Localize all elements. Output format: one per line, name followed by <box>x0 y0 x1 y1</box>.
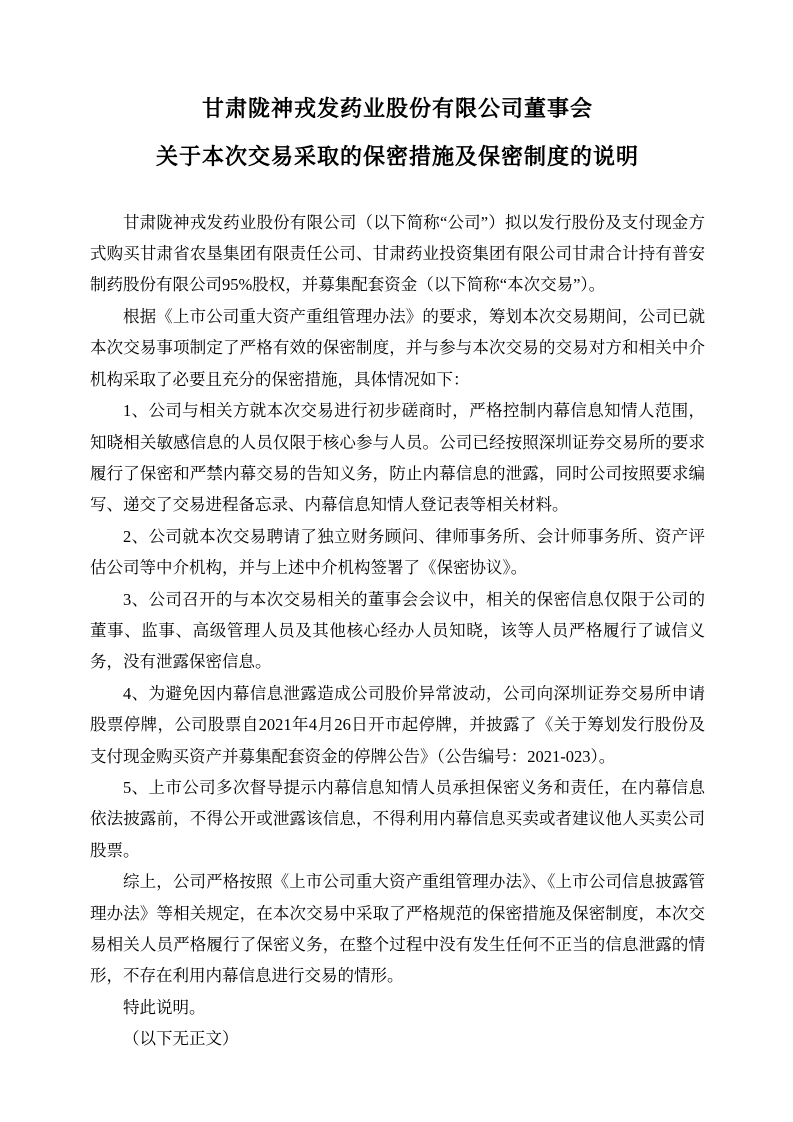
paragraph-basis: 根据《上市公司重大资产重组管理办法》的要求，筹划本次交易期间，公司已就本次交易事项制定了严格有效的保密制度，并与参与本次交易的交易对方和相关中介机构采取了必要且充分的保密措施，具体情况如下： <box>90 306 705 389</box>
paragraph-intro: 甘肃陇神戎发药业股份有限公司（以下简称“公司”）拟以发行股份及支付现金方式购买甘肃省农垦集团有限责任公司、甘肃药业投资集团有限公司甘肃合计持有普安制药股份有限公司95%股权，并募集配套资金（以下简称“本次交易”）。 <box>90 212 705 295</box>
paragraph-closing: 特此说明。 <box>123 997 206 1017</box>
document-body <box>90 207 705 1055</box>
document-title-line2: 关于本次交易采取的保密措施及保密制度的说明 <box>155 143 639 169</box>
document-title-line1: 甘肃陇神戎发药业股份有限公司董事会 <box>201 96 593 121</box>
paragraph-item-4: 4、为避免因内幕信息泄露造成公司股价异常波动，公司向深圳证券交易所申请股票停牌，公司股票自2021年4月26日开市起停牌，并披露了《关于筹划发行股份及支付现金购买资产并募集配套资金的停牌公告》（公告编号：2021-023）。 <box>90 683 705 766</box>
paragraph-item-1: 1、公司与相关方就本次交易进行初步磋商时，严格控制内幕信息知情人范围，知晓相关敏感信息的人员仅限于核心参与人员。公司已经按照深圳证券交易所的要求履行了保密和严禁内幕交易的告知义务，防止内幕信息的泄露，同时公司按照要求编写、递交了交易进程备忘录、内幕信息知情人登记表等相关材料。 <box>90 401 705 515</box>
paragraph-item-5: 5、上市公司多次督导提示内幕信息知情人员承担保密义务和责任，在内幕信息依法披露前，不得公开或泄露该信息，不得利用内幕信息买卖或者建议他人买卖公司股票。 <box>90 777 705 860</box>
paragraph-item-2: 2、公司就本次交易聘请了独立财务顾问、律师事务所、会计师事务所、资产评估公司等中介机构，并与上述中介机构签署了《保密协议》。 <box>90 526 705 578</box>
paragraph-no-more-text: （以下无正文） <box>123 1029 239 1049</box>
paragraph-item-3: 3、公司召开的与本次交易相关的董事会会议中，相关的保密信息仅限于公司的董事、监事、高级管理人员及其他核心经办人员知晓，该等人员严格履行了诚信义务，没有泄露保密信息。 <box>90 589 705 672</box>
paragraph-summary: 综上，公司严格按照《上市公司重大资产重组管理办法》、《上市公司信息披露管理办法》等相关规定，在本次交易中采取了严格规范的保密措施及保密制度，本次交易相关人员严格履行了保密义务，在整个过程中没有发生任何不正当的信息泄露的情形，不存在利用内幕信息进行交易的情形。 <box>90 872 705 986</box>
